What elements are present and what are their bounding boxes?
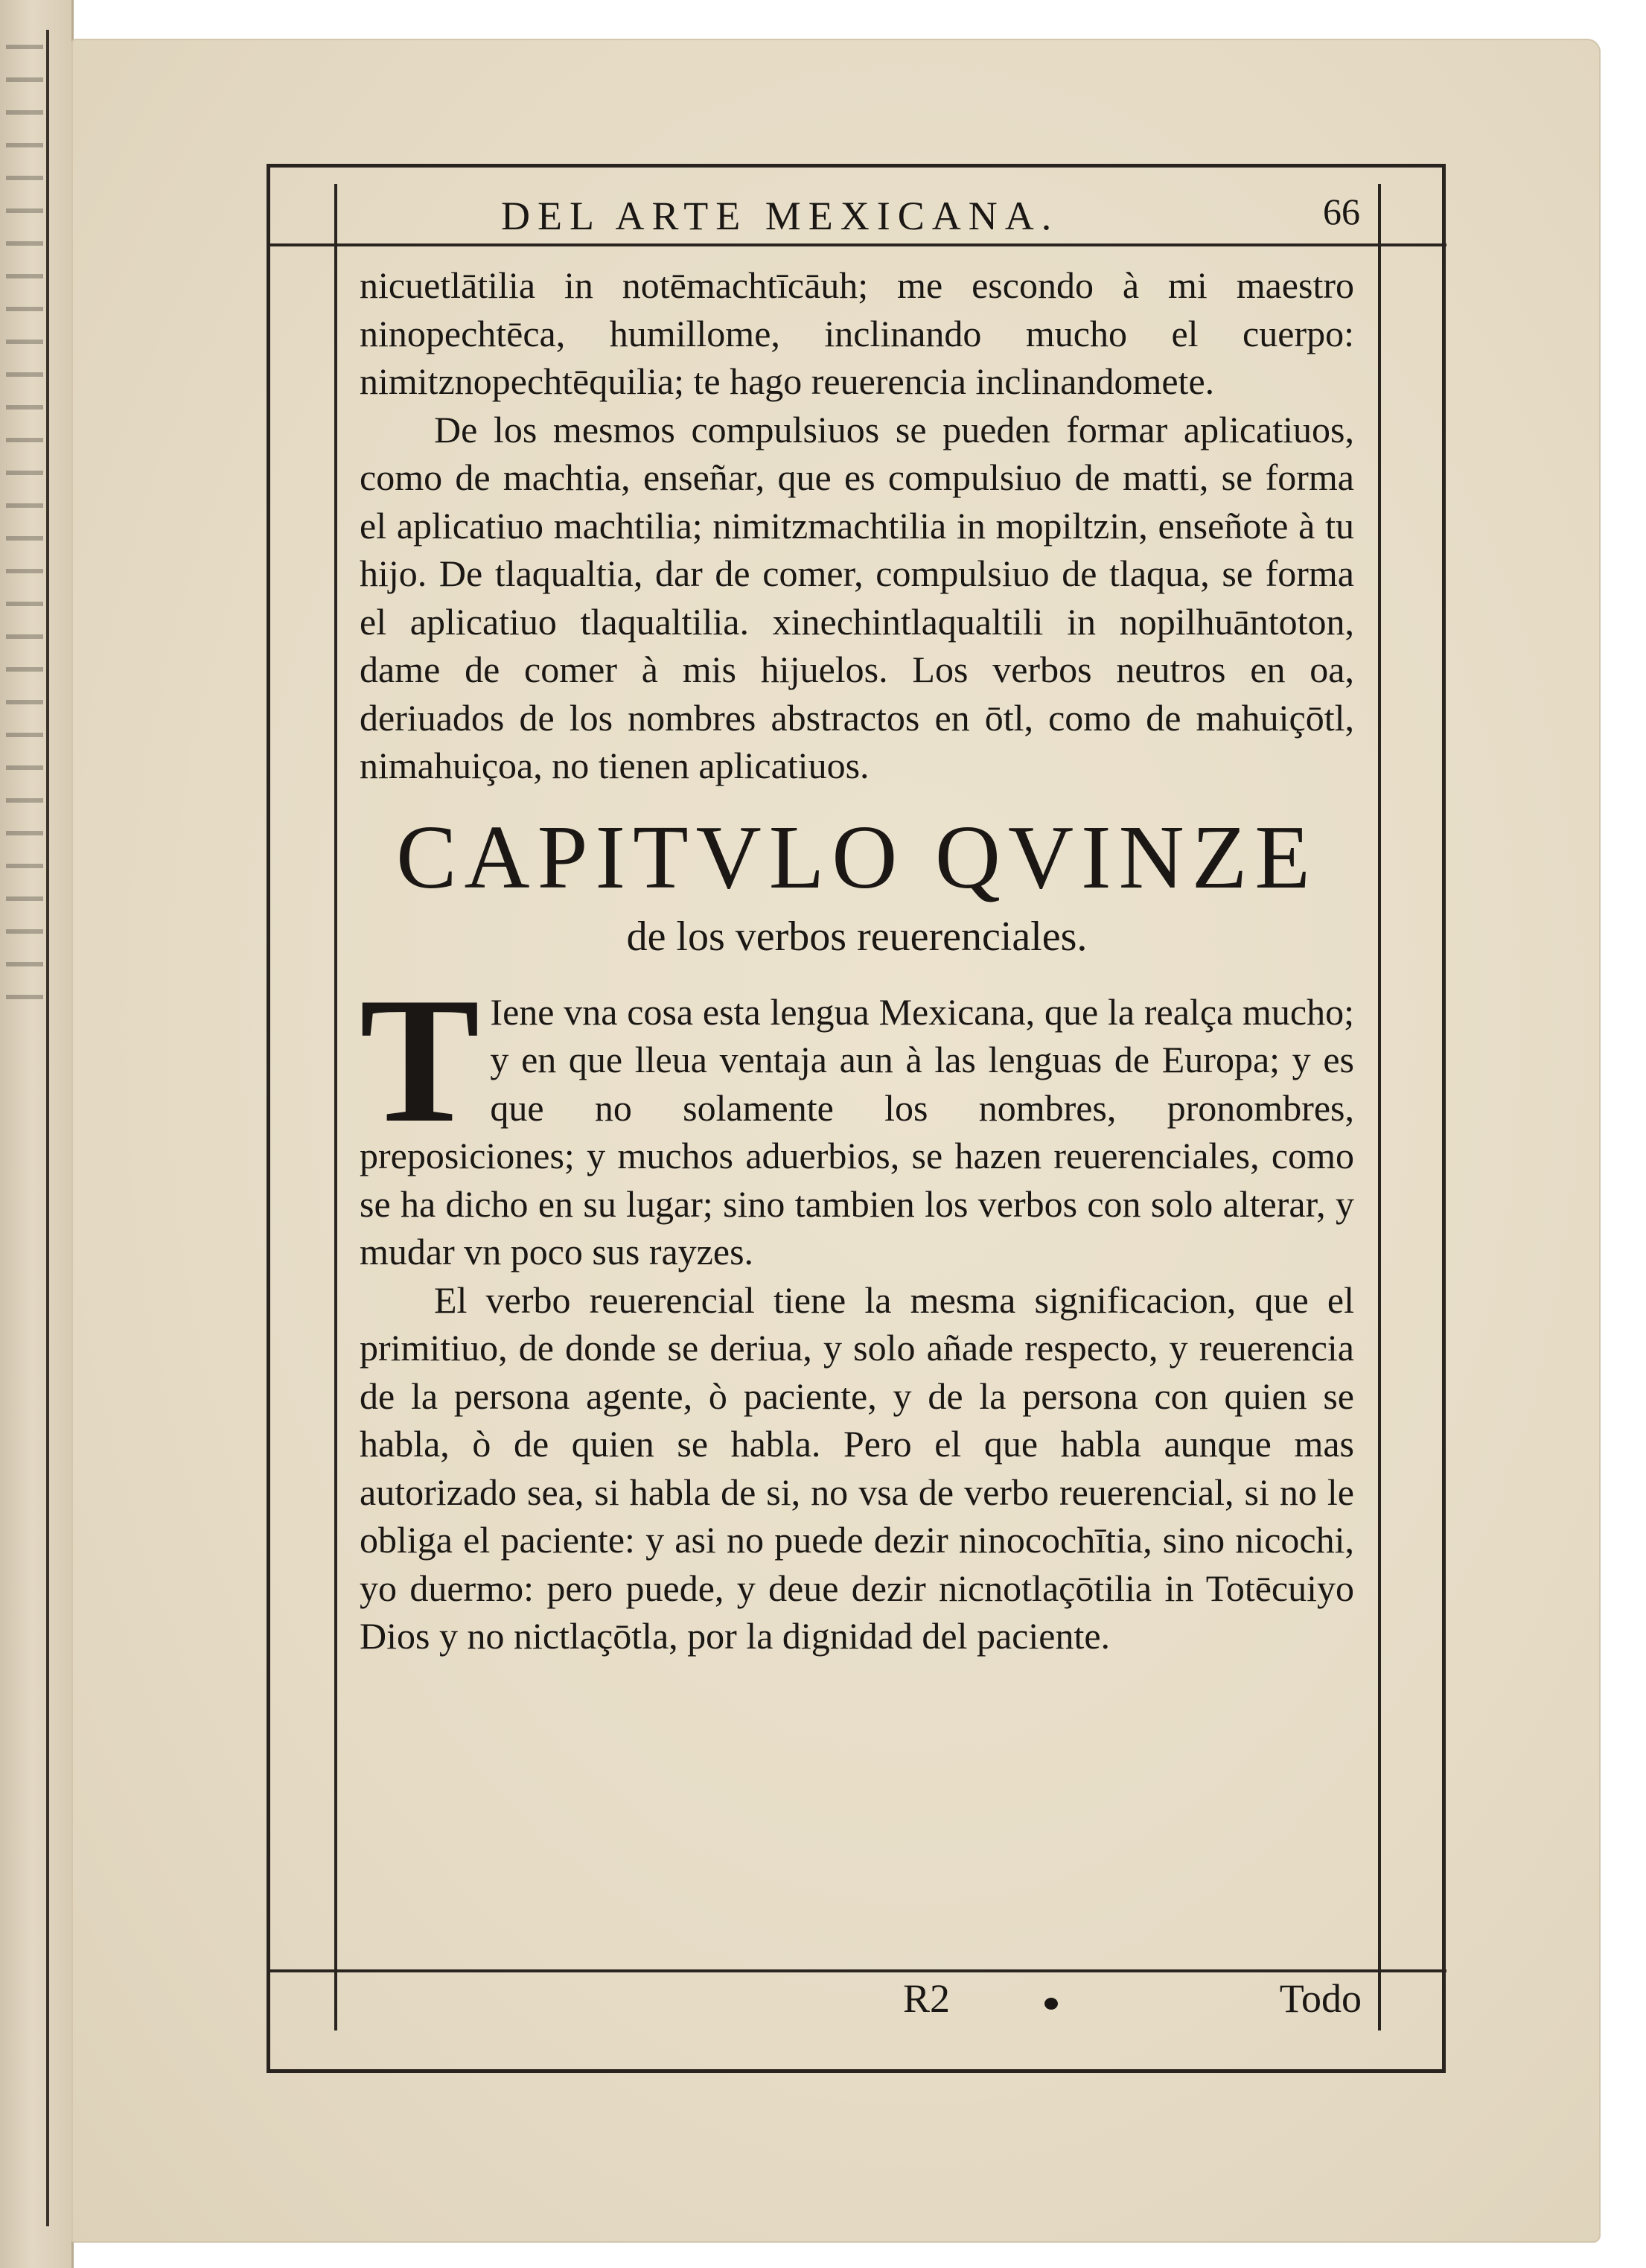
paragraph-chapter-opening-text: Iene vna cosa esta lengua Mexicana, que la realça mucho; y en que lleua ventaja aun à las lenguas de Europa; y es que no solamente los nombres, pronombres, preposiciones; y muchos aduerbios, se hazen reuerenciales, como se ha dicho en su lugar; sino tambien los verbos con solo alterar, y mudar vn poco sus rayzes. bbox=[360, 990, 1354, 1272]
chapter-title: CAPITVLO QVINZE bbox=[396, 806, 1318, 908]
previous-page-frame-rule bbox=[46, 30, 49, 2226]
catchword: Todo bbox=[1279, 1976, 1362, 2021]
page-number: 66 bbox=[1323, 191, 1360, 232]
signature-mark: R2 bbox=[903, 1976, 951, 2021]
paragraph-verbo-reuerencial: El verbo reuerencial tiene la mesma significacion, que el primitiuo, de donde se deriua, y solo añade respecto, y reuerencia de la persona agente, ò paciente, y de la persona con quien se habla, ò de quien se habla. Pero el que habla aunque mas autorizado sea, si habla de si, no vsa de verbo reuerencial, si no le obliga el paciente: y asi no puede dezir ninocochītia, sino nicochi, yo duermo: pero puede, y deue dezir nicnotlaçōtilia in Totēcuiyo Dios y no nictlaçōtla, por la dignidad del paciente. bbox=[360, 1278, 1354, 1657]
previous-page-edge bbox=[0, 0, 74, 2268]
running-header bbox=[337, 184, 1378, 243]
drop-capital: T bbox=[360, 960, 480, 1160]
book-page bbox=[71, 39, 1601, 2243]
paragraph-aplicativos: De los mesmos compulsiuos se pueden formar aplicatiuos, como de machtia, enseñar, que es compulsiuo de matti, se forma el aplicatiuo machtilia; nimitzmachtilia in mopiltzin, enseñote à tu hijo. De tlaqualtia, dar de comer, compulsiuo de tlaqua, se forma el aplicatiuo tlaqualtilia. xinechintlaqualtili in nopilhuāntoton, dame de comer à mis hijuelos. Los verbos neutros en oa, deriuados de los nombres abstractos en ōtl, como de mahuiçōtl, nimahuiçoa, no tienen aplicatiuos. bbox=[360, 408, 1354, 786]
running-title: DEL ARTE MEXICANA. bbox=[501, 194, 1059, 238]
paragraph-continuation: nicuetlātilia in notēmachtīcāuh; me escondo à mi maestro ninopechtēca, humillome, inclinando mucho el cuerpo: nimitznopechtēquilia; te hago reuerencia inclinandomete. bbox=[360, 264, 1354, 402]
previous-page-text-fragments bbox=[6, 45, 43, 1013]
footer-rule bbox=[270, 1969, 1446, 1972]
page-frame bbox=[267, 164, 1446, 2073]
paragraph-chapter-opening bbox=[360, 960, 1354, 1276]
page-body bbox=[360, 261, 1354, 1660]
header-rule bbox=[270, 243, 1446, 246]
ink-dot bbox=[1044, 1998, 1058, 2010]
chapter-subtitle: de los verbos reuerenciales. bbox=[626, 913, 1088, 960]
page-footer bbox=[337, 1975, 1378, 2030]
text-block bbox=[334, 184, 1381, 2030]
